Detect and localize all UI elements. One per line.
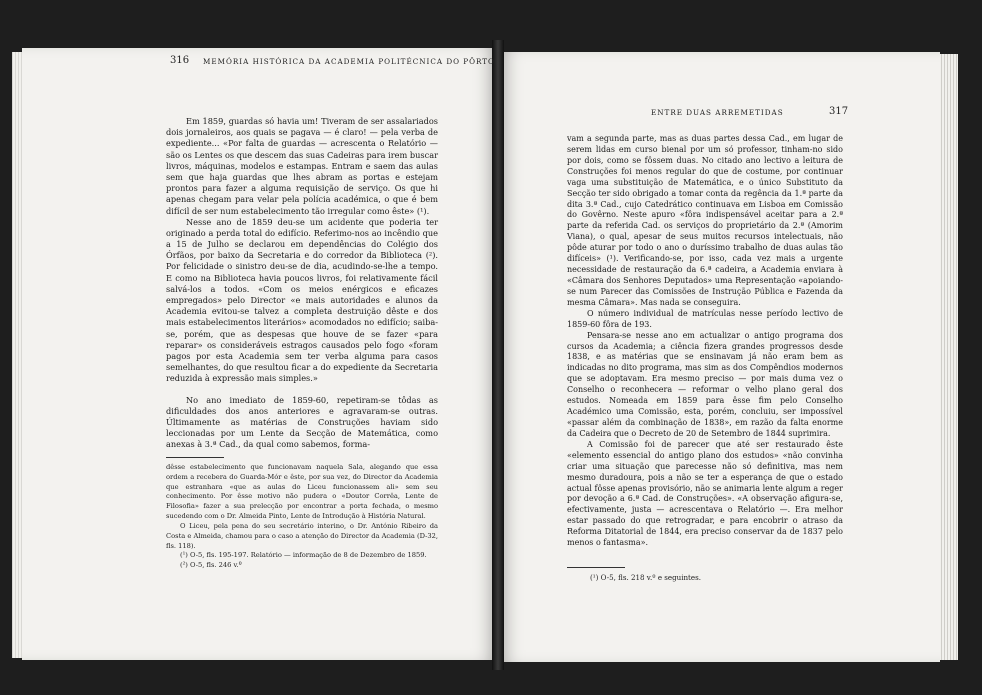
right-body-text [567, 134, 843, 549]
right-paragraph: Pensara-se nesse ano em actualizar o antigo programa dos cursos da Academia; a ciência fizera grandes progressos desde 1838, e as matérias que se ensinavam já não eram bem as indicadas no dito programa, mas sim as dos Compêndios modernos que se adoptavam. Era mesmo preciso — por mais duma vez o Conselho o reconhecera — reformar o velho plano geral dos estudos. Nomeada em 1859 para êsse fim pelo Conselho Académico uma Comissão, esta, porém, concluiu, ser impossível «passar além da combinação de 1838», em razão da falta enorme da Cadeira que o Decreto de 20 de Setembro de 1844 suprimira. [567, 330, 843, 438]
left-footnote: O Liceu, pela pena do seu secretário interino, o Dr. António Ribeiro da Costa e Almeida, chamou para o caso a atenção do Director da Academia (D-32, fls. 118). [166, 521, 438, 550]
right-paragraph: vam a segunda parte, mas as duas partes dessa Cad., em lugar de serem lidas em curso bienal por um só professor, tinham-no sido por dois, como se fôssem duas. No citado ano lectivo a leitura de Construções foi menos regular do que de costume, por continuar vaga uma substituição de Matemática, e o único Substituto da Secção ter sido obrigado a tomar conta da regência da 1.ª parte da dita 3.ª Cad., cujo Catedrático continuava em Lisboa em Comissão do Govêrno. Neste apuro «fôra indispensável aceitar para a 2.ª parte da referida Cad. os serviços do proprietário da 2.ª (Amorim Viana), o qual, apesar de seus muitos recursos intelectuais, não pôde aturar por todo o ano o duríssimo trabalho de duas aulas tão difíceis» (¹). Verificando-se, por isso, cada vez mais a urgente necessidade de restauração da 6.ª cadeira, a Academia enviara à «Câmara dos Senhores Deputados» uma Representação «apoiando-se num Parecer das Comissões de Instrução Pública e Fazenda da mesma Câmara». Mas nada se conseguira. [567, 134, 843, 307]
right-paragraph: A Comissão foi de parecer que até ser restaurado êste «elemento essencial do antigo plano dos estudos» «não convinha criar uma situação que parecesse não só definitiva, mas nem mesmo duradoura, pois a não se ter a esperança de que o estado actual fôsse apenas provisório, não se animaria lente algum a reger por devoção a 6.ª Cad. de Construções». «A observação afigura-se, efectivamente, justa — acrescentava o Relatório —. Era melhor estar passado do que retrogradar, e para encobrir o atraso da Reforma Ditatorial de 1844, era preciso conservar da de 1837 pelo menos o fantasma». [567, 439, 843, 548]
left-body-text [166, 116, 438, 450]
left-footnotes [166, 463, 438, 571]
left-page-number: 316 [170, 55, 190, 66]
book-gutter [492, 40, 504, 670]
left-footnote: dêsse estabelecimento que funcionavam naquela Sala, alegando que essa ordem a recebera do Guarda-Mór e êste, por sua vez, do Director da Academia que estranhara «que as aulas do Liceu funcionassem ali» sem seu conhecimento. Por êsse motivo não pudera o «Doutor Corrêa, Lente de Filosofia» fazer a sua prelecção por encontrar a porta fechada, o mesmo sucedendo com o Dr. Almeida Pinto, Lente de Introdução à História Natural. [166, 463, 438, 521]
left-running-head: MEMÓRIA HISTÓRICA DA ACADEMIA POLITÉCNICA DO PÔRTO [203, 57, 495, 66]
right-running-head: ENTRE DUAS ARREMETIDAS [651, 108, 784, 117]
right-footnote-rule [567, 567, 625, 568]
left-footnote-rule [166, 457, 224, 458]
right-paragraph: O número individual de matrículas nesse período lectivo de 1859-60 fôra de 193. [567, 308, 843, 329]
left-paragraph: Em 1859, guardas só havia um! Tiveram de ser assalariados dois jornaleiros, aos quais se pagava — é claro! — pela verba de expediente... «Por falta de guardas — acrescenta o Relatório — são os Lentes os que descem das suas Cadeiras para irem buscar livros, máquinas, modelos e estampas. Entram e saem das aulas sem que haja guardas que lhes abram as portas e estejam prontos para fazer a alguma requisição de serviço. Os que hi apenas chegam para velar pela polícia académica, o que é bem difícil de ser num estabelecimento tão irregular como êste» (¹). [166, 116, 438, 216]
right-footnotes [590, 573, 840, 583]
right-page-number: 317 [829, 106, 849, 117]
left-paragraph: No ano imediato de 1859-60, repetiram-se tôdas as dificuldades dos anos anteriores e agravaram-se outras. Últimamente as matérias de Construções haviam sido leccionadas por um Lente da Secção de Matemática, como anexas à 3.ª Cad., da qual como sabemos, forma- [166, 394, 438, 450]
left-paragraph: Nesse ano de 1859 deu-se um acidente que poderia ter originado a perda total do edifício. Referimo-nos ao incêndio que a 15 de Julho se declarou em dependências do Colégio dos Órfãos, por baixo da Secretaria e do corredor da Biblioteca (²). Por felicidade o sinistro deu-se de dia, acudindo-se-lhe a tempo. E como na Biblioteca havia poucos livros, foi relativamente fácil salvá-los a todos. «Com os meios enérgicos e eficazes empregados» pelo Director «e mais autoridades e alunos da Academia evitou-se talvez a completa destruição dêste e dos mais estabelecimentos literários» acomodados no edifício; saiba-se, porém, que as despesas que houve de se fazer «para reparar» os consideráveis estragos causados pelo fogo «foram pagos por esta Academia sem ter verba alguma para casos semelhantes, do que resultou ficar a do expediente da Secretaria reduzida à expressão mais simples.» [166, 216, 438, 384]
right-footnote: (¹) O-5, fls. 218 v.º e seguintes. [590, 573, 701, 582]
left-footnote: (²) O-5, fls. 246 v.º [180, 561, 242, 570]
left-footnote: (¹) O-5, fls. 195-197. Relatório — informação de 8 de Dezembro de 1859. [180, 551, 427, 560]
